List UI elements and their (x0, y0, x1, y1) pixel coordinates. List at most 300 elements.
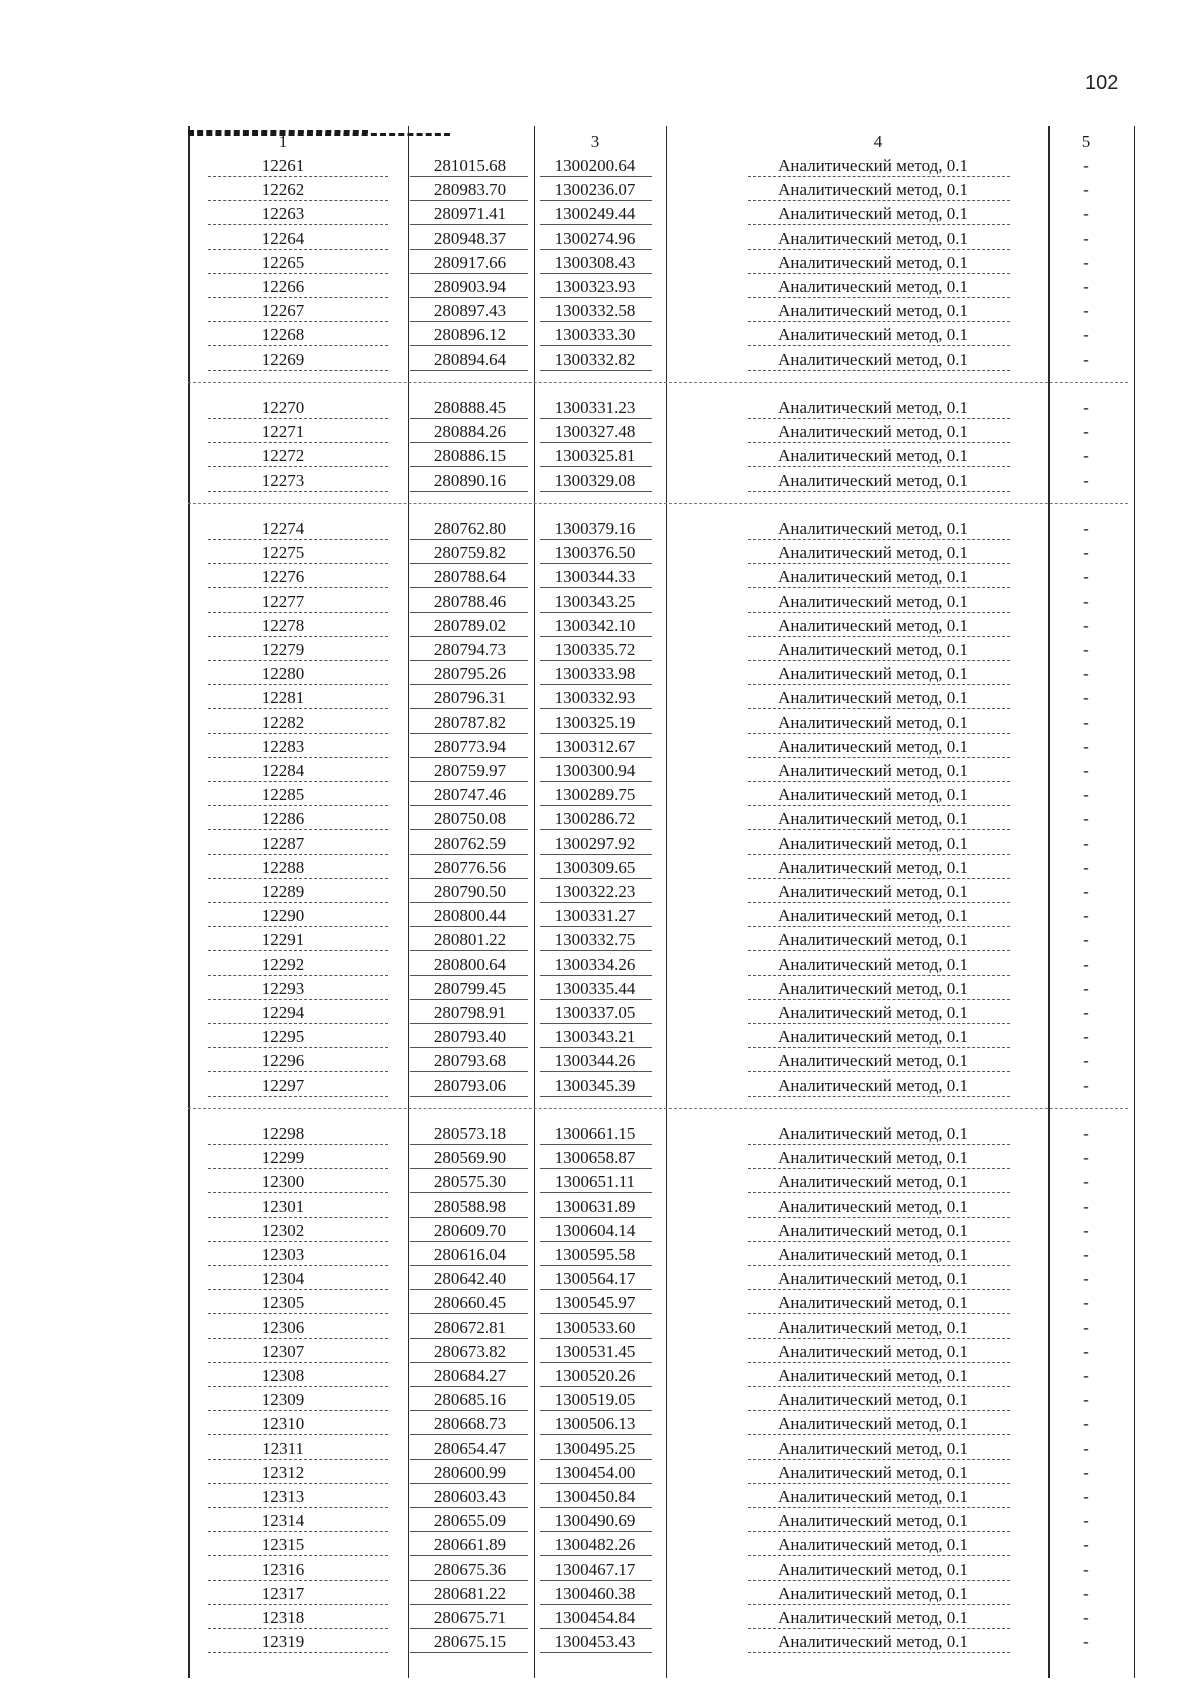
coordinate-x-cell: 280588.98 (433, 1196, 507, 1216)
method-cell: Аналитический метод, 0.1 (778, 1245, 968, 1264)
row-underline (540, 1362, 652, 1363)
value-cell: - (1083, 1438, 1089, 1458)
row-underline (540, 781, 652, 782)
row-underline (540, 176, 652, 177)
row-underline (540, 224, 652, 225)
table-row (188, 1437, 1138, 1461)
coordinate-y-cell: 1300631.89 (554, 1196, 636, 1216)
coordinate-y-cell: 1300460.38 (554, 1583, 636, 1603)
coordinate-x-cell: 280773.94 (433, 736, 507, 756)
coordinate-y-cell: 1300482.26 (554, 1535, 636, 1555)
table-row (188, 1049, 1138, 1073)
row-underline (410, 321, 528, 322)
row-underline (208, 1531, 388, 1532)
point-number-cell: 12277 (261, 591, 305, 611)
point-number-cell: 12307 (261, 1341, 305, 1361)
point-number-cell: 12293 (261, 978, 305, 998)
point-number-cell: 12305 (261, 1293, 305, 1313)
table-row (188, 614, 1138, 638)
table-row (188, 856, 1138, 880)
row-underline (208, 926, 388, 927)
point-number-cell: 12301 (261, 1196, 305, 1216)
table-row (188, 1122, 1138, 1146)
method-cell: Аналитический метод, 0.1 (778, 1027, 968, 1047)
value-cell: - (1083, 615, 1089, 635)
row-underline (410, 1386, 528, 1387)
coordinate-y-cell: 1300308.43 (554, 252, 636, 272)
value-cell: - (1083, 978, 1089, 998)
table-row (188, 1074, 1138, 1098)
row-underline (410, 297, 528, 298)
table-row (188, 783, 1138, 807)
row-underline (540, 1531, 652, 1532)
row-underline (208, 950, 388, 951)
method-cell: Аналитический метод, 0.1 (778, 664, 968, 684)
coordinate-y-cell: 1300286.72 (554, 809, 636, 829)
row-underline (208, 636, 388, 637)
coordinate-x-cell: 280762.80 (433, 519, 507, 538)
method-cell: Аналитический метод, 0.1 (778, 1220, 968, 1240)
point-number-cell: 12292 (261, 954, 305, 974)
method-cell: Аналитический метод, 0.1 (778, 277, 968, 296)
row-underline (540, 878, 652, 879)
value-cell: - (1083, 1511, 1089, 1531)
coordinate-y-cell: 1300490.69 (554, 1511, 636, 1531)
row-underline (208, 878, 388, 879)
method-cell: Аналитический метод, 0.1 (778, 1172, 968, 1192)
value-cell: - (1083, 1027, 1089, 1047)
value-cell: - (1083, 664, 1089, 684)
point-number-cell: 12314 (261, 1511, 305, 1531)
row-underline (540, 1071, 652, 1072)
row-underline (208, 1483, 388, 1484)
value-cell: - (1083, 1293, 1089, 1313)
coordinate-x-cell: 280894.64 (433, 349, 507, 369)
table-row (188, 1364, 1138, 1388)
value-cell: - (1083, 833, 1089, 853)
row-underline (208, 660, 388, 661)
value-cell: - (1083, 446, 1089, 466)
coordinate-y-cell: 1300289.75 (554, 785, 636, 805)
row-underline (748, 1241, 1010, 1242)
value-cell: - (1083, 1632, 1089, 1652)
table-row (188, 638, 1138, 662)
table-row (188, 444, 1138, 468)
row-underline (208, 321, 388, 322)
row-underline (410, 345, 528, 346)
table-row (188, 565, 1138, 589)
coordinate-y-cell: 1300376.50 (554, 543, 636, 563)
method-cell: Аналитический метод, 0.1 (778, 615, 968, 635)
row-underline (540, 733, 652, 734)
row-underline (410, 491, 528, 492)
table-row (188, 178, 1138, 202)
table-row (188, 711, 1138, 735)
row-underline (208, 442, 388, 443)
coordinate-y-cell: 1300323.93 (554, 277, 636, 296)
row-underline (410, 224, 528, 225)
point-number-cell: 12264 (261, 228, 305, 248)
row-underline (410, 1144, 528, 1145)
row-underline (208, 1362, 388, 1363)
row-underline (540, 200, 652, 201)
value-cell: - (1083, 470, 1089, 490)
coordinate-y-cell: 1300531.45 (554, 1341, 636, 1361)
coordinate-x-cell: 280759.82 (433, 543, 507, 563)
row-underline (410, 539, 528, 540)
point-number-cell: 12317 (261, 1583, 305, 1603)
row-underline (410, 926, 528, 927)
coordinate-x-cell: 280793.40 (433, 1027, 507, 1047)
method-cell: Аналитический метод, 0.1 (778, 1414, 968, 1434)
table-row (188, 1025, 1138, 1049)
point-number-cell: 12304 (261, 1269, 305, 1289)
row-underline (410, 1580, 528, 1581)
row-underline (410, 1483, 528, 1484)
coordinate-y-cell: 1300450.84 (554, 1487, 636, 1506)
row-underline (540, 1313, 652, 1314)
row-underline (540, 854, 652, 855)
row-underline (410, 757, 528, 758)
table-row (188, 1533, 1138, 1557)
row-underline (540, 1168, 652, 1169)
row-underline (410, 1168, 528, 1169)
value-cell: - (1083, 688, 1089, 708)
row-underline (748, 273, 1010, 274)
coordinate-x-cell: 280884.26 (433, 422, 507, 442)
row-underline (540, 345, 652, 346)
row-underline (540, 1338, 652, 1339)
row-underline (748, 1434, 1010, 1435)
row-underline (208, 1652, 388, 1653)
row-underline (540, 1192, 652, 1193)
row-underline (748, 1313, 1010, 1314)
row-underline (748, 539, 1010, 540)
row-underline (208, 975, 388, 976)
value-cell: - (1083, 156, 1089, 175)
value-cell: - (1083, 1462, 1089, 1482)
row-underline (410, 1652, 528, 1653)
value-cell: - (1083, 857, 1089, 877)
value-cell: - (1083, 1148, 1089, 1168)
row-underline (208, 1386, 388, 1387)
row-underline (748, 1628, 1010, 1629)
row-underline (540, 612, 652, 613)
group-separator (188, 382, 1128, 383)
row-underline (410, 660, 528, 661)
coordinate-y-cell: 1300506.13 (554, 1414, 636, 1434)
coordinate-x-cell: 280886.15 (433, 446, 507, 466)
row-underline (748, 1507, 1010, 1508)
row-underline (410, 1265, 528, 1266)
point-number-cell: 12312 (261, 1462, 305, 1482)
row-underline (410, 781, 528, 782)
table-row (188, 202, 1138, 226)
row-underline (410, 587, 528, 588)
row-underline (540, 950, 652, 951)
table-row (188, 590, 1138, 614)
table-row (188, 1412, 1138, 1436)
method-cell: Аналитический метод, 0.1 (778, 1148, 968, 1168)
value-cell: - (1083, 1341, 1089, 1361)
value-cell: - (1083, 252, 1089, 272)
row-underline (540, 757, 652, 758)
coordinate-x-cell: 280685.16 (433, 1390, 507, 1410)
row-underline (540, 1144, 652, 1145)
table-row (188, 735, 1138, 759)
coordinate-y-cell: 1300332.82 (554, 349, 636, 369)
coordinate-y-cell: 1300249.44 (554, 204, 636, 224)
point-number-cell: 12287 (261, 833, 305, 853)
method-cell: Аналитический метод, 0.1 (778, 567, 968, 587)
method-cell: Аналитический метод, 0.1 (778, 156, 968, 175)
row-underline (540, 708, 652, 709)
row-underline (410, 708, 528, 709)
row-underline (748, 733, 1010, 734)
value-cell: - (1083, 954, 1089, 974)
row-underline (208, 612, 388, 613)
row-underline (748, 1192, 1010, 1193)
coordinate-y-cell: 1300343.25 (554, 591, 636, 611)
row-underline (748, 1410, 1010, 1411)
row-underline (748, 1580, 1010, 1581)
coordinate-x-cell: 280609.70 (433, 1220, 507, 1240)
method-cell: Аналитический метод, 0.1 (778, 470, 968, 490)
row-underline (208, 563, 388, 564)
coordinate-y-cell: 1300300.94 (554, 761, 636, 780)
row-underline (208, 273, 388, 274)
point-number-cell: 12269 (261, 349, 305, 369)
point-number-cell: 12313 (261, 1487, 305, 1506)
coordinate-y-cell: 1300545.97 (554, 1293, 636, 1313)
method-cell: Аналитический метод, 0.1 (778, 857, 968, 877)
row-underline (540, 297, 652, 298)
row-underline (208, 1580, 388, 1581)
row-underline (748, 1096, 1010, 1097)
table-row (188, 904, 1138, 928)
row-underline (540, 1241, 652, 1242)
coordinate-y-cell: 1300332.75 (554, 930, 636, 950)
row-underline (410, 370, 528, 371)
coordinate-y-cell: 1300454.84 (554, 1608, 636, 1627)
row-underline (208, 370, 388, 371)
row-underline (208, 249, 388, 250)
coordinate-y-cell: 1300658.87 (554, 1148, 636, 1168)
point-number-cell: 12298 (261, 1124, 305, 1143)
row-underline (748, 1483, 1010, 1484)
coordinate-y-cell: 1300661.15 (554, 1124, 636, 1143)
row-underline (748, 370, 1010, 371)
header-col-3: 3 (590, 132, 600, 151)
row-underline (410, 612, 528, 613)
method-cell: Аналитический метод, 0.1 (778, 688, 968, 708)
coordinate-x-cell: 280569.90 (433, 1148, 507, 1168)
row-underline (410, 1096, 528, 1097)
row-underline (208, 902, 388, 903)
coordinate-y-cell: 1300454.00 (554, 1462, 636, 1482)
row-underline (410, 1531, 528, 1532)
row-underline (410, 1071, 528, 1072)
coordinate-y-cell: 1300325.19 (554, 712, 636, 732)
point-number-cell: 12261 (261, 156, 305, 175)
method-cell: Аналитический метод, 0.1 (778, 1535, 968, 1555)
method-cell: Аналитический метод, 0.1 (778, 906, 968, 926)
value-cell: - (1083, 591, 1089, 611)
coordinate-x-cell: 280798.91 (433, 1003, 507, 1022)
row-underline (748, 200, 1010, 201)
row-underline (410, 1362, 528, 1363)
row-underline (748, 636, 1010, 637)
coordinate-x-cell: 280759.97 (433, 761, 507, 780)
value-cell: - (1083, 422, 1089, 442)
method-cell: Аналитический метод, 0.1 (778, 301, 968, 321)
table-row (188, 541, 1138, 565)
row-underline (540, 1386, 652, 1387)
row-underline (410, 684, 528, 685)
method-cell: Аналитический метод, 0.1 (778, 954, 968, 974)
row-underline (208, 418, 388, 419)
table-row (188, 1146, 1138, 1170)
coordinate-y-cell: 1300332.93 (554, 688, 636, 708)
row-underline (748, 1362, 1010, 1363)
value-cell: - (1083, 906, 1089, 926)
table-row (188, 1485, 1138, 1509)
coordinate-x-cell: 280747.46 (433, 785, 507, 805)
coordinate-y-cell: 1300595.58 (554, 1245, 636, 1264)
coordinate-x-cell: 280675.15 (433, 1632, 507, 1652)
row-underline (748, 418, 1010, 419)
row-underline (410, 176, 528, 177)
row-underline (208, 1628, 388, 1629)
table-row (188, 807, 1138, 831)
point-number-cell: 12319 (261, 1632, 305, 1652)
table-row (188, 1316, 1138, 1340)
coordinate-x-cell: 280790.50 (433, 882, 507, 901)
method-cell: Аналитический метод, 0.1 (778, 422, 968, 442)
row-underline (748, 999, 1010, 1000)
row-underline (540, 1434, 652, 1435)
row-underline (748, 878, 1010, 879)
row-underline (410, 1604, 528, 1605)
row-underline (748, 708, 1010, 709)
row-underline (748, 1604, 1010, 1605)
table-row (188, 832, 1138, 856)
table-row (188, 1558, 1138, 1582)
coordinate-x-cell: 280762.59 (433, 833, 507, 853)
value-cell: - (1083, 1196, 1089, 1216)
row-underline (208, 1507, 388, 1508)
value-cell: - (1083, 736, 1089, 756)
coordinate-x-cell: 280800.64 (433, 954, 507, 974)
point-number-cell: 12273 (261, 470, 305, 490)
coordinate-x-cell: 280654.47 (433, 1438, 507, 1458)
row-underline (410, 1192, 528, 1193)
row-underline (748, 1023, 1010, 1024)
point-number-cell: 12281 (261, 688, 305, 708)
header-col-2 (410, 130, 530, 154)
row-underline (540, 829, 652, 830)
row-underline (208, 781, 388, 782)
coordinate-x-cell: 280794.73 (433, 640, 507, 659)
row-underline (208, 539, 388, 540)
row-underline (748, 249, 1010, 250)
row-underline (410, 999, 528, 1000)
point-number-cell: 12308 (261, 1366, 305, 1385)
coordinate-y-cell: 1300331.23 (554, 398, 636, 417)
row-underline (748, 491, 1010, 492)
row-underline (540, 418, 652, 419)
row-underline (410, 733, 528, 734)
row-underline (540, 1096, 652, 1097)
row-underline (540, 1604, 652, 1605)
point-number-cell: 12303 (261, 1245, 305, 1264)
value-cell: - (1083, 1583, 1089, 1603)
point-number-cell: 12274 (261, 519, 305, 538)
row-underline (540, 1507, 652, 1508)
header-col-1: 1 (278, 132, 288, 151)
row-underline (748, 563, 1010, 564)
row-underline (208, 1217, 388, 1218)
table-row (188, 953, 1138, 977)
value-cell: - (1083, 1317, 1089, 1337)
row-underline (208, 1434, 388, 1435)
method-cell: Аналитический метод, 0.1 (778, 1390, 968, 1410)
value-cell: - (1083, 277, 1089, 296)
point-number-cell: 12306 (261, 1317, 305, 1337)
method-cell: Аналитический метод, 0.1 (778, 543, 968, 563)
table-row (188, 1606, 1138, 1630)
row-underline (748, 1071, 1010, 1072)
coordinate-y-cell: 1300651.11 (554, 1172, 636, 1192)
table-row (188, 1461, 1138, 1485)
value-cell: - (1083, 1487, 1089, 1506)
coordinate-y-cell: 1300344.26 (554, 1051, 636, 1071)
coordinate-x-cell: 280675.71 (433, 1608, 507, 1627)
header-col-5: 5 (1081, 132, 1091, 151)
row-underline (208, 200, 388, 201)
table-row (188, 517, 1138, 541)
method-cell: Аналитический метод, 0.1 (778, 325, 968, 345)
point-number-cell: 12316 (261, 1559, 305, 1579)
value-cell: - (1083, 204, 1089, 224)
row-underline (540, 370, 652, 371)
row-underline (208, 1265, 388, 1266)
method-cell: Аналитический метод, 0.1 (778, 591, 968, 611)
point-number-cell: 12299 (261, 1148, 305, 1168)
value-cell: - (1083, 1220, 1089, 1240)
row-underline (410, 1434, 528, 1435)
coordinate-y-cell: 1300453.43 (554, 1632, 636, 1652)
row-underline (748, 684, 1010, 685)
coordinate-y-cell: 1300467.17 (554, 1559, 636, 1579)
value-cell: - (1083, 809, 1089, 829)
method-cell: Аналитический метод, 0.1 (778, 1075, 968, 1095)
row-underline (208, 345, 388, 346)
row-underline (540, 975, 652, 976)
value-cell: - (1083, 1051, 1089, 1071)
row-underline (410, 1217, 528, 1218)
row-underline (748, 1217, 1010, 1218)
row-underline (540, 563, 652, 564)
row-underline (748, 587, 1010, 588)
coordinate-x-cell: 280793.06 (433, 1075, 507, 1095)
table-row (188, 1267, 1138, 1291)
row-underline (540, 273, 652, 274)
row-underline (208, 999, 388, 1000)
row-underline (208, 491, 388, 492)
point-number-cell: 12286 (261, 809, 305, 829)
table-row (188, 1340, 1138, 1364)
